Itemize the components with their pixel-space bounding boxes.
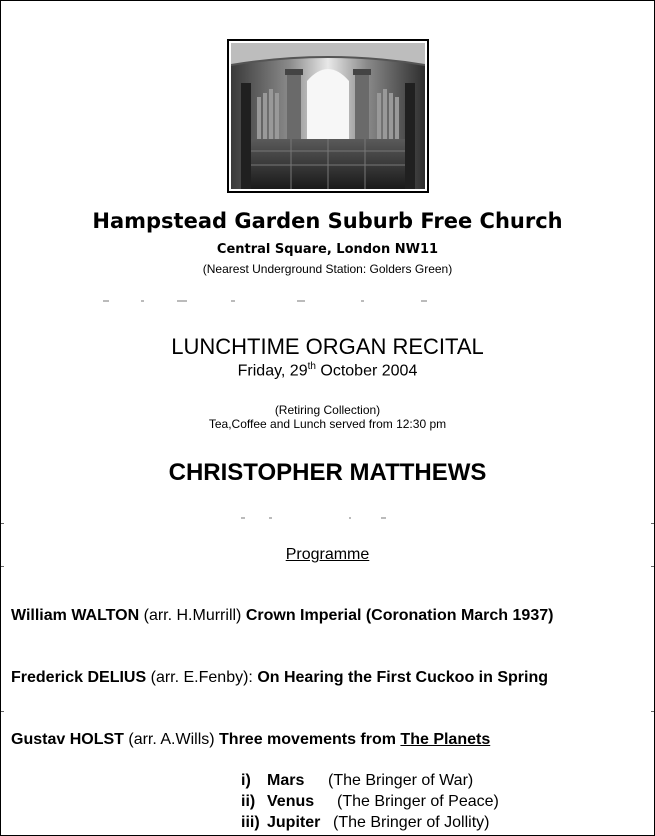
movement-mars: i) Mars (The Bringer of War): [241, 772, 474, 789]
work-delius: Frederick DELIUS (arr. E.Fenby): On Hearing the First Cuckoo in Spring: [11, 669, 548, 686]
print-specks: [1, 516, 654, 520]
programme-heading: Programme: [285, 546, 370, 563]
work-walton: William WALTON (arr. H.Murrill) Crown Imperial (Coronation March 1937): [11, 607, 554, 624]
movement-jupiter: iii) Jupiter (The Bringer of Jollity): [241, 814, 490, 831]
work-holst: Gustav HOLST (arr. A.Wills) Three movements from The Planets: [11, 731, 491, 748]
retiring-collection: (Retiring Collection): [274, 403, 381, 417]
refreshments-note: Tea,Coffee and Lunch served from 12:30 pm: [208, 417, 447, 431]
organ-photo: [227, 39, 429, 193]
edge-mark: [1, 523, 4, 524]
edge-mark: [1, 566, 4, 567]
church-address: Central Square, London NW11: [216, 242, 439, 257]
event-title: LUNCHTIME ORGAN RECITAL: [171, 334, 484, 359]
movement-venus: ii) Venus (The Bringer of Peace): [241, 793, 499, 810]
edge-mark: [1, 711, 4, 712]
edge-mark: [651, 523, 654, 524]
edge-mark: [651, 711, 654, 712]
event-date: Friday, 29th October 2004: [237, 361, 418, 380]
performer-name: CHRISTOPHER MATTHEWS: [168, 459, 487, 486]
nearest-station: (Nearest Underground Station: Golders Green): [202, 262, 453, 276]
organ-image: [231, 43, 425, 189]
church-name: Hampstead Garden Suburb Free Church: [92, 209, 563, 233]
edge-mark: [651, 566, 654, 567]
print-specks: [1, 299, 654, 303]
